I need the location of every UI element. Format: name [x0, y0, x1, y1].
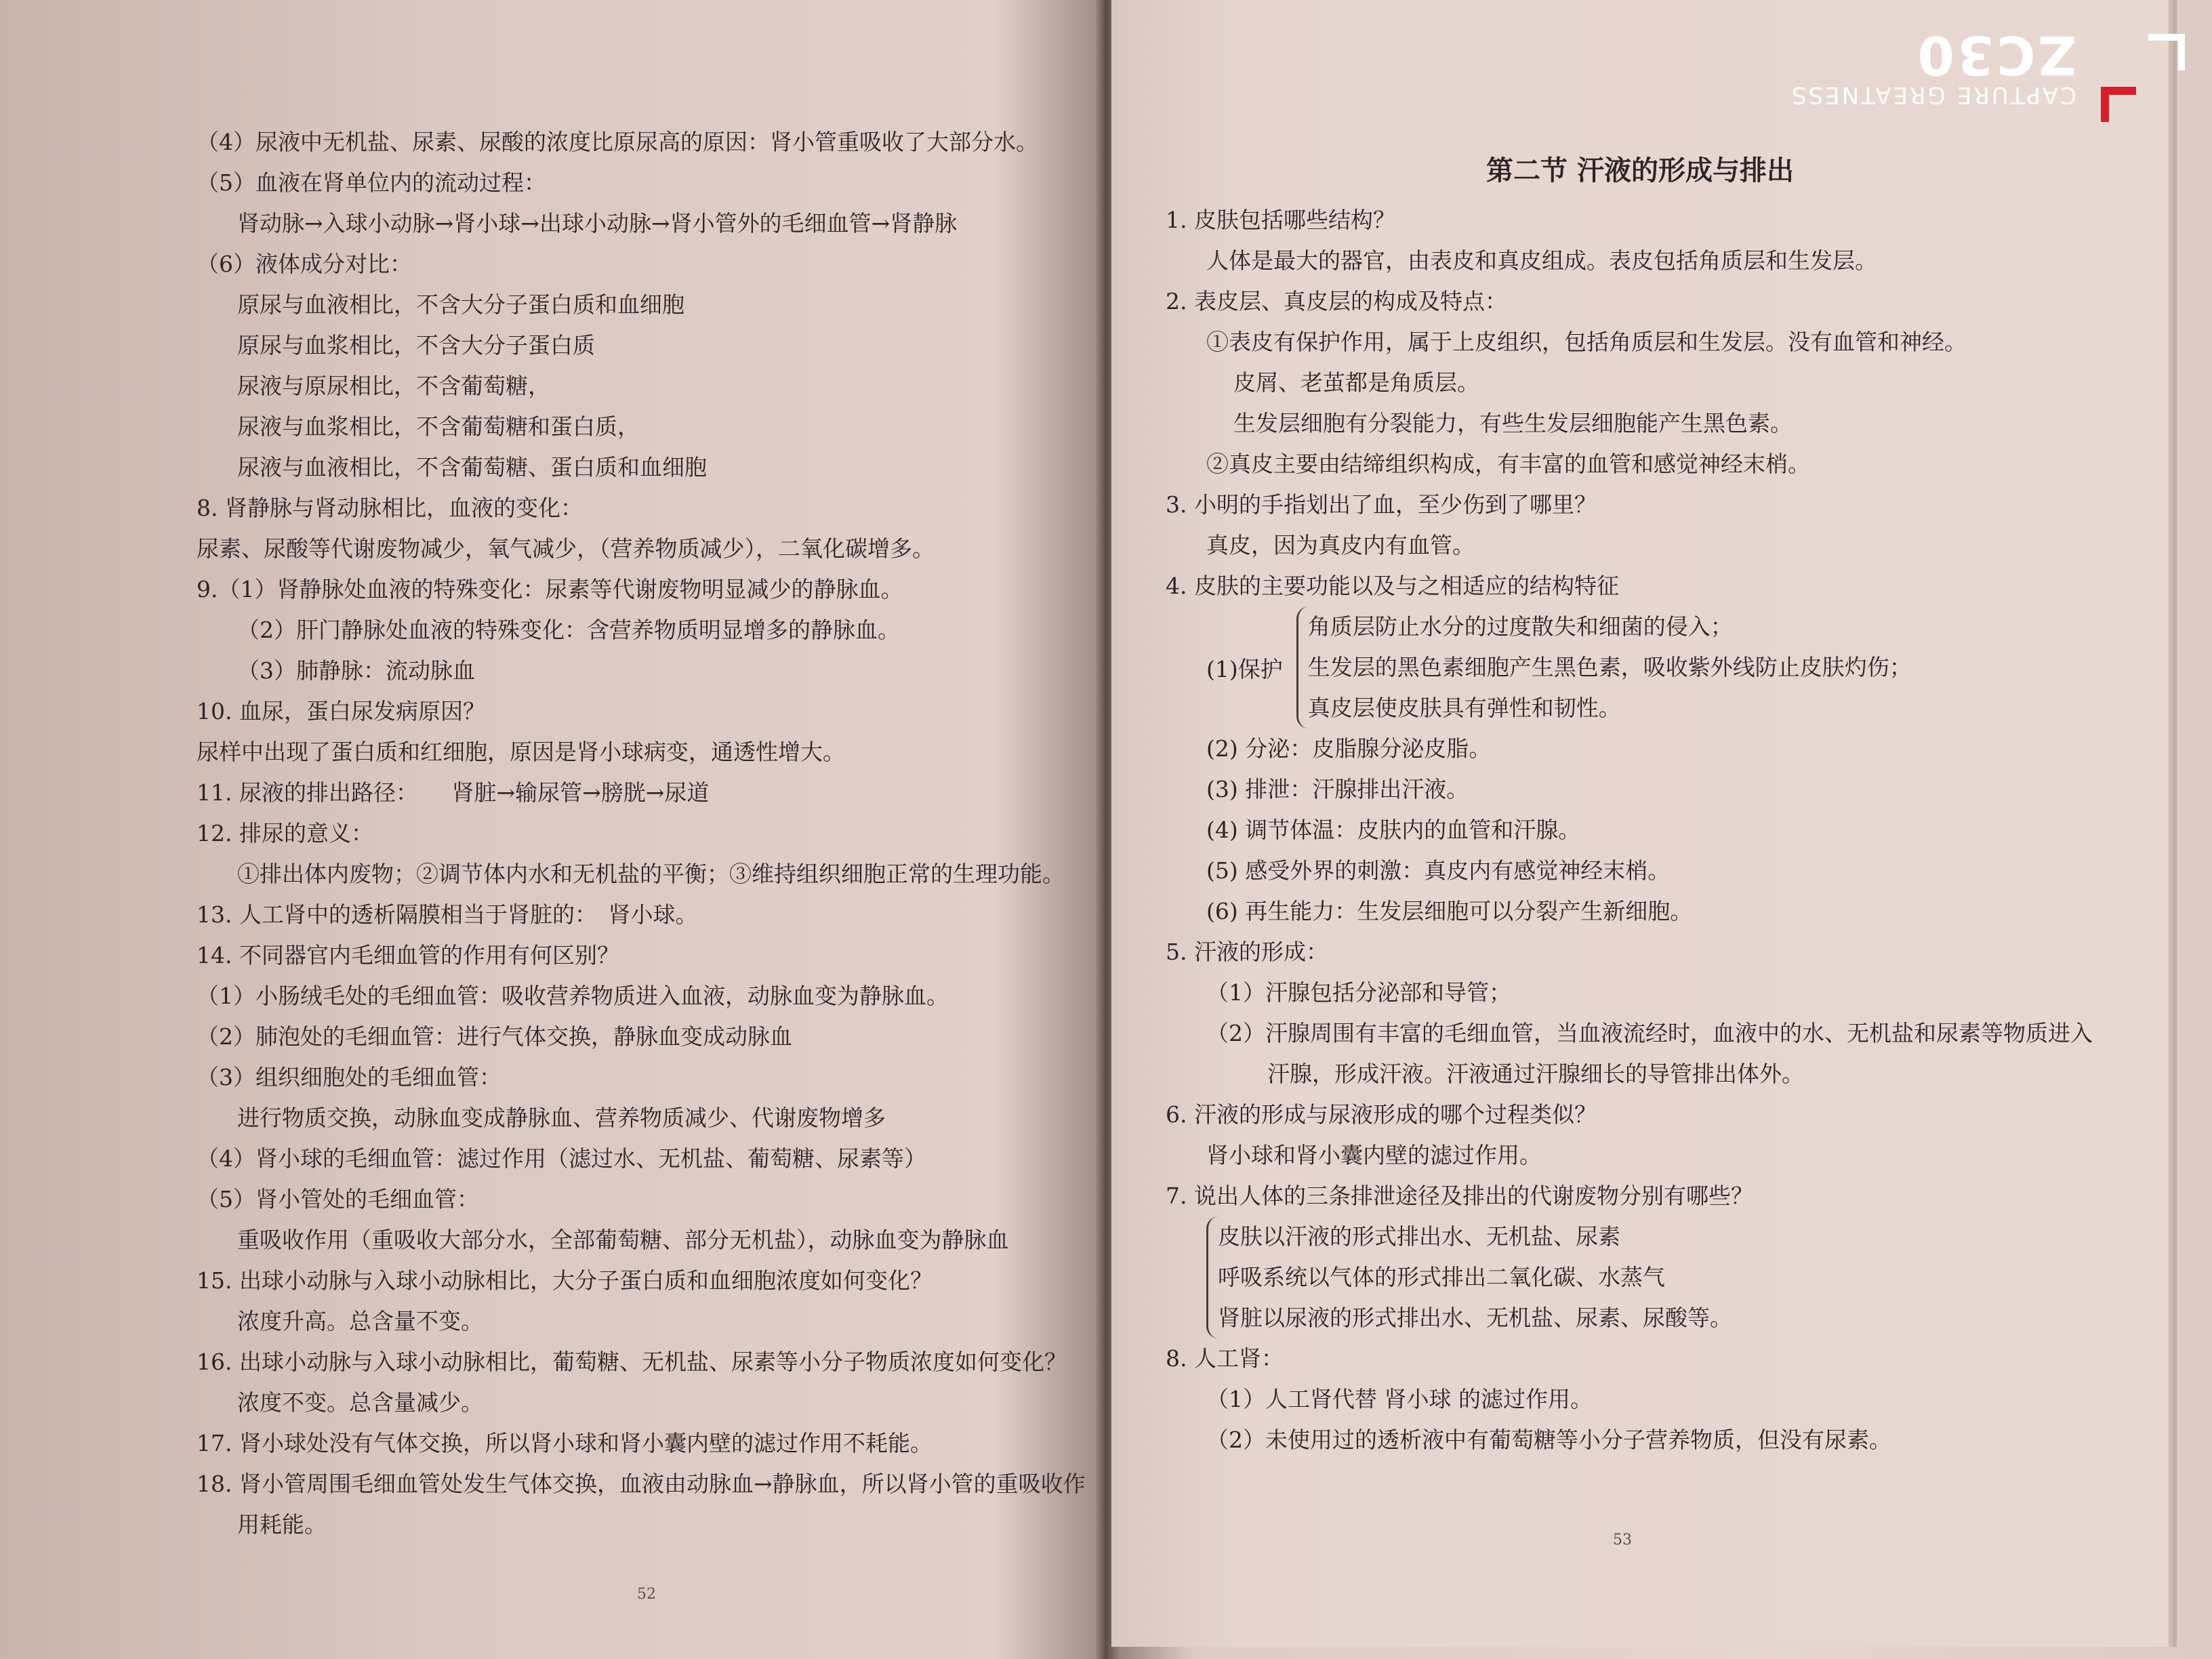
right-page-lines-c-line: （2）未使用过的透析液中有葡萄糖等小分子营养物质，但没有尿素。 [1206, 1427, 1891, 1453]
right-page-lines-a-line: 2. 表皮层、真皮层的构成及特点： [1166, 288, 1507, 314]
right-page-text-c [1166, 1338, 2114, 1460]
left-page-lines-line: （2）肺泡处的毛细血管：进行气体交换，静脉血变成动脉血 [197, 1023, 792, 1050]
right-page-lines-b-line: 6. 汗液的形成与尿液形成的哪个过程类似？ [1166, 1101, 1597, 1128]
protection-label: (1)保护 [1206, 655, 1283, 682]
right-page-lines-a-line: 1. 皮肤包括哪些结构？ [1166, 207, 1395, 233]
right-page-lines-b-line: (5) 感受外界的刺激：真皮内有感觉神经末梢。 [1206, 857, 1671, 884]
right-page-lines-c-line: 8. 人工肾： [1166, 1345, 1284, 1372]
right-page-text-b [1166, 729, 2114, 1216]
right-page-number: 53 [1613, 1532, 1632, 1549]
left-page-lines-line: 18. 肾小管周围毛细血管处发生气体交换，血液由动脉血→静脉血，所以肾小管的重吸收作 [197, 1471, 1086, 1497]
left-page [0, 0, 1101, 1647]
protection-items [1296, 607, 1912, 729]
left-page-lines-line: （4）尿液中无机盐、尿素、尿酸的浓度比原尿高的原因：肾小管重吸收了大部分水。 [197, 129, 1038, 155]
left-page-lines-line: （5）肾小管处的毛细血管： [197, 1186, 479, 1212]
right-page-lines-b-line: 7. 说出人体的三条排泄途径及排出的代谢废物分别有哪些？ [1166, 1183, 1753, 1209]
left-page-lines-line: 重吸收作用（重吸收大部分水，全部葡萄糖、部分无机盐），动脉血变为静脉血 [237, 1227, 1009, 1253]
left-page-text [197, 122, 1086, 1545]
left-page-lines-line: 8. 肾静脉与肾动脉相比，血液的变化： [197, 495, 583, 521]
right-page-lines-a-line: ①表皮有保护作用，属于上皮组织，包括角质层和生发层。没有血管和神经。 [1206, 329, 1967, 355]
left-page-lines-line: 原尿与血液相比，不含大分子蛋白质和血细胞 [237, 291, 684, 318]
right-page-lines-b-line: (3) 排泄：汗腺排出汗液。 [1206, 776, 1469, 802]
left-page-lines-line: 12. 排尿的意义： [197, 820, 373, 846]
left-page-lines-line: 进行物质交换，动脉血变成静脉血、营养物质减少、代谢废物增多 [237, 1105, 886, 1131]
left-page-lines-line: 尿液与血液相比，不含葡萄糖、蛋白质和血细胞 [237, 454, 707, 480]
left-page-number: 52 [637, 1586, 656, 1603]
right-page-lines-a-line: 真皮，因为真皮内有血管。 [1206, 532, 1475, 558]
left-page-lines-line: ①排出体内废物；②调节体内水和无机盐的平衡；③维持组织细胞正常的生理功能。 [237, 861, 1065, 887]
right-page-lines-a-line: 生发层细胞有分裂能力，有些生发层细胞能产生黑色素。 [1233, 410, 1793, 436]
camera-brand-icon [2101, 87, 2136, 122]
right-page-lines-b-line: 肾小球和肾小囊内壁的滤过作用。 [1206, 1142, 1542, 1168]
left-page-lines-line: （5）血液在肾单位内的流动过程： [197, 169, 546, 196]
left-page-lines-line: 尿样中出现了蛋白质和红细胞，原因是肾小球病变，通透性增大。 [197, 739, 845, 765]
right-page-lines-a-line: 4. 皮肤的主要功能以及与之相适应的结构特征 [1166, 573, 1619, 599]
left-page-lines-line: （4）肾小球的毛细血管：滤过作用（滤过水、无机盐、葡萄糖、尿素等） [197, 1145, 926, 1172]
left-page-lines-line: 9.（1）肾静脉处血液的特殊变化：尿素等代谢废物明显减少的静脉血。 [197, 576, 903, 602]
right-page-text-a [1166, 200, 2114, 607]
right-page-lines-a-line: ②真皮主要由结缔组织构成，有丰富的血管和感觉神经末梢。 [1206, 451, 1810, 477]
left-page-lines-line: 17. 肾小球处没有气体交换，所以肾小球和肾小囊内壁的滤过作用不耗能。 [197, 1430, 933, 1456]
left-page-lines-line: 16. 出球小动脉与入球小动脉相比，葡萄糖、无机盐、尿素等小分子物质浓度如何变化？ [197, 1349, 1067, 1375]
protection-item: 生发层的黑色素细胞产生黑色素，吸收紫外线防止皮肤灼伤； [1307, 654, 1912, 680]
watermark-model: ZC30 [1914, 24, 2076, 85]
left-page-lines-line: （2）肝门静脉处血液的特殊变化：含营养物质明显增多的静脉血。 [237, 617, 900, 643]
right-page-lines-a-line: 皮屑、老茧都是角质层。 [1233, 369, 1479, 396]
excretion-group [1166, 1216, 2114, 1338]
left-page-lines-line: （6）液体成分对比： [197, 251, 412, 277]
protection-item: 真皮层使皮肤具有弹性和韧性。 [1307, 695, 1621, 721]
excretion-items [1206, 1216, 1732, 1338]
left-page-lines-line: 11. 尿液的排出路径： 肾脏→输尿管→膀胱→尿道 [197, 779, 710, 806]
left-page-lines-line: 15. 出球小动脉与入球小动脉相比，大分子蛋白质和血细胞浓度如何变化？ [197, 1267, 933, 1294]
excretion-item: 皮肤以汗液的形式排出水、无机盐、尿素 [1218, 1223, 1620, 1250]
left-page-lines-line: 尿液与原尿相比，不含葡萄糖， [237, 373, 550, 399]
left-page-lines-line: 浓度升高。总含量不变。 [237, 1308, 483, 1334]
left-page-lines-line: 原尿与血浆相比，不含大分子蛋白质 [237, 332, 595, 359]
left-page-lines-line: 13. 人工肾中的透析隔膜相当于肾脏的： 肾小球。 [197, 901, 698, 928]
left-page-lines-line: 肾动脉→入球小动脉→肾小球→出球小动脉→肾小管外的毛细血管→肾静脉 [237, 210, 958, 237]
right-page-lines-b-line: （1）汗腺包括分泌部和导管； [1206, 979, 1511, 1006]
right-page-lines-c-line: （1）人工肾代替 肾小球 的滤过作用。 [1206, 1386, 1593, 1412]
left-page-lines-line: （3）组织细胞处的毛细血管： [197, 1064, 501, 1090]
protection-group [1166, 607, 2114, 729]
right-page-lines-b-line: (6) 再生能力：生发层细胞可以分裂产生新细胞。 [1206, 898, 1693, 924]
right-page [1111, 0, 2169, 1647]
right-page-lines-b-line: (2) 分泌：皮脂腺分泌皮脂。 [1206, 735, 1492, 762]
left-page-lines-line: 浓度不变。总含量减少。 [237, 1389, 483, 1416]
left-page-lines-line: 10. 血尿，蛋白尿发病原因？ [197, 698, 485, 724]
left-page-lines-line: 尿素、尿酸等代谢废物减少，氧气减少，（营养物质减少），二氧化碳增多。 [197, 535, 935, 562]
left-page-lines-line: 尿液与血浆相比，不含葡萄糖和蛋白质， [237, 413, 640, 440]
left-page-lines-line: 14. 不同器官内毛细血管的作用有何区别？ [197, 942, 619, 968]
excretion-item: 肾脏以尿液的形式排出水、无机盐、尿素、尿酸等。 [1218, 1305, 1732, 1331]
right-page-lines-b-line: (4) 调节体温：皮肤内的血管和汗腺。 [1206, 817, 1581, 843]
left-page-lines-line: （1）小肠绒毛处的毛细血管：吸收营养物质进入血液，动脉血变为静脉血。 [197, 983, 949, 1009]
section-title: 第二节 汗液的形成与排出 [1486, 155, 1794, 186]
right-page-lines-a-line: 3. 小明的手指划出了血，至少伤到了哪里？ [1166, 491, 1597, 518]
camera-watermark [1790, 24, 2076, 108]
camera-corner-icon [2148, 34, 2185, 70]
excretion-item: 呼吸系统以气体的形式排出二氧化碳、水蒸气 [1218, 1264, 1665, 1290]
right-page-lines-a-line: 人体是最大的器官，由表皮和真皮组成。表皮包括角质层和生发层。 [1206, 247, 1877, 274]
protection-item: 角质层防止水分的过度散失和细菌的侵入； [1307, 613, 1733, 640]
right-page-lines-b-line: 5. 汗液的形成： [1166, 939, 1328, 965]
right-page-lines-b-line: 汗腺，形成汗液。汗液通过汗腺细长的导管排出体外。 [1267, 1061, 1804, 1087]
left-page-lines-line: （3）肺静脉：流动脉血 [237, 657, 475, 684]
left-page-lines-line: 用耗能。 [237, 1511, 327, 1538]
right-page-lines-b-line: （2）汗腺周围有丰富的毛细血管，当血液流经时，血液中的水、无机盐和尿素等物质进入 [1206, 1020, 2093, 1046]
watermark-tagline: CAPTURE GREATNESS [1790, 81, 2076, 108]
